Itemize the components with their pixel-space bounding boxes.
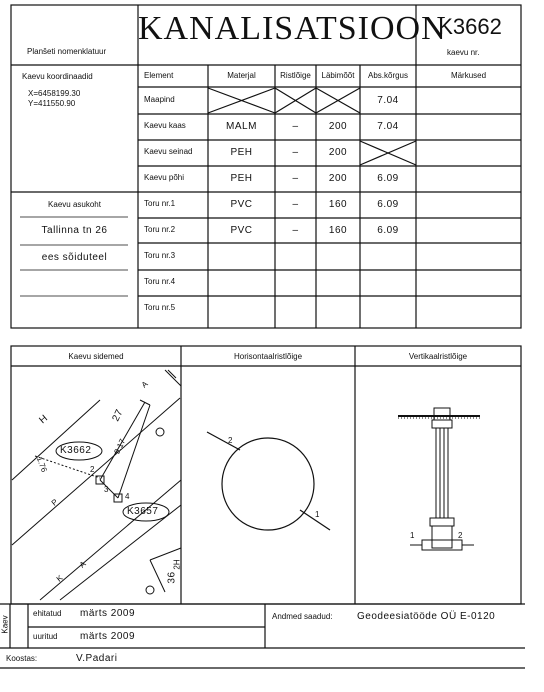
ties-n2: 2 (90, 465, 95, 474)
horizontal-title: Horisontaalristlõige (233, 352, 303, 361)
vertical-section-drawing (398, 408, 480, 550)
table-cell-material: PVC (230, 199, 253, 210)
table-cell-section: – (292, 147, 299, 158)
col-header-material: Materjal (227, 71, 256, 80)
well-number: K3662 (438, 14, 502, 39)
table-cell-material: PEH (230, 147, 253, 158)
col-header-remarks: Märkused (450, 71, 487, 80)
location-line2: ees sõiduteel (41, 252, 108, 263)
table-cell-section: – (292, 121, 299, 132)
table-cell-material: PEH (230, 173, 253, 184)
col-header-element: Element (144, 71, 174, 80)
footer-side-label: Kaev (0, 615, 10, 634)
table-cell-material: MALM (226, 121, 257, 132)
table-cell-height: 6.09 (377, 199, 399, 210)
ties-street3: K (54, 573, 65, 584)
ties-house2: 2H (172, 559, 182, 570)
table-cell-element: Maapind (144, 95, 175, 104)
built-value: märts 2009 (80, 608, 136, 619)
ties-dist3: 27 (110, 407, 126, 424)
author-label: Koostas: (6, 654, 38, 663)
ties-title: Kaevu sidemed (68, 352, 124, 361)
location-line1: Tallinna tn 26 (41, 225, 108, 236)
data-source-value: Geodeesiatööde OÜ E-0120 (357, 611, 496, 622)
table-cell-height: 6.09 (377, 173, 399, 184)
coord-x: X=6458199.30 (28, 89, 81, 98)
table-cell-material: PVC (230, 225, 253, 236)
built-label: ehitatud (33, 609, 62, 618)
nomenclature-label: Planšeti nomenklatuur (27, 47, 107, 56)
ties-n3: 3 (104, 485, 109, 494)
table-cell-element: Kaevu seinad (144, 147, 193, 156)
table-cell-height: 7.04 (377, 95, 399, 106)
coord-y: Y=411550.90 (28, 99, 76, 108)
table-cell-height: 6.09 (377, 225, 399, 236)
ties-drawing (12, 370, 181, 600)
table-cell-element: Toru nr.4 (144, 277, 176, 286)
table-cell-section: – (292, 225, 299, 236)
ties-house: 36 (166, 571, 178, 584)
table-cell-diameter: 200 (328, 147, 348, 158)
col-header-height: Abs.kõrgus (367, 71, 409, 80)
well-number-label: kaevu nr. (447, 48, 480, 57)
table-cell-element: Toru nr.3 (144, 251, 176, 260)
ties-neighbor-label: K3657 (127, 506, 159, 517)
location-label: Kaevu asukoht (48, 200, 101, 209)
ties-street4: A (77, 559, 88, 570)
ties-street1: H (37, 412, 51, 427)
ties-well-label: K3662 (60, 445, 92, 456)
vert-label-2: 2 (458, 531, 463, 540)
horizontal-section-drawing (207, 432, 330, 530)
ties-pa: P (49, 497, 60, 508)
table-cell-diameter: 200 (328, 121, 348, 132)
horiz-label-1: 1 (315, 510, 320, 519)
ties-dist1: 1.76 (34, 455, 49, 474)
table-cell-element: Toru nr.2 (144, 225, 176, 234)
table-cell-section: – (292, 199, 299, 210)
vert-label-1: 1 (410, 531, 415, 540)
col-header-diameter: Läbimõõt (321, 71, 355, 80)
data-source-label: Andmed saadud: (272, 612, 333, 621)
surveyed-value: märts 2009 (80, 631, 136, 642)
surveyed-label: uuritud (33, 632, 58, 641)
table-cell-element: Kaevu põhi (144, 173, 185, 182)
table-cell-element: Toru nr.5 (144, 303, 176, 312)
table-cell-section: – (292, 173, 299, 184)
ties-street2: A (139, 379, 150, 390)
col-header-section: Ristlõige (280, 71, 311, 80)
author-value: V.Padari (76, 653, 118, 664)
vertical-title: Vertikaalristlõige (408, 352, 468, 361)
ties-dist2: 9.17 (112, 437, 128, 456)
table-cell-diameter: 160 (328, 199, 348, 210)
table-cell-diameter: 160 (328, 225, 348, 236)
coords-label: Kaevu koordinaadid (22, 72, 93, 81)
table-cell-element: Toru nr.1 (144, 199, 176, 208)
ties-n4: 4 (125, 492, 130, 501)
table-cell-element: Kaevu kaas (144, 121, 186, 130)
table-cell-diameter: 200 (328, 173, 348, 184)
table-cell-height: 7.04 (377, 121, 399, 132)
horiz-label-2: 2 (228, 436, 233, 445)
form-title: KANALISATSIOON (138, 10, 447, 47)
